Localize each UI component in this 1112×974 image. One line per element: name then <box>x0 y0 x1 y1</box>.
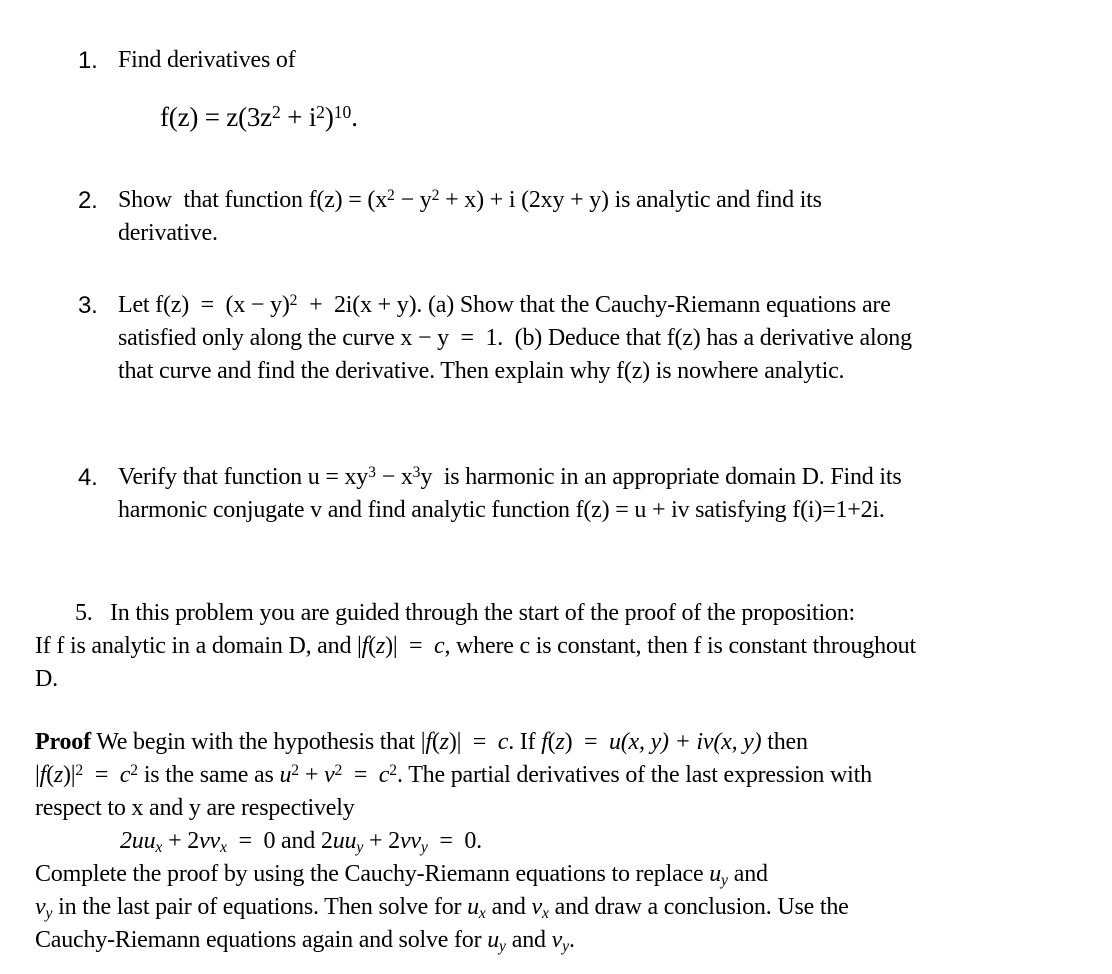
proof-paragraph <box>35 726 872 957</box>
problem-3-number: 3. <box>78 292 98 319</box>
proof-line-7: Cauchy-Riemann equations again and solve for $u_y$ and $v_y$. <box>35 927 575 955</box>
proof-line-3: respect to x and y are respectively <box>35 795 355 821</box>
problem-5-paragraph <box>35 597 916 696</box>
problem-4-number: 4. <box>78 464 98 491</box>
problem-5-line-3: D. <box>35 666 58 692</box>
problem-4-line-1: Verify that function $u = xy^3 - x^3y$ is harmonic in an appropriate domain D. Find its <box>118 463 902 490</box>
problem-4-line-2: harmonic conjugate v and find analytic function f(z) = u + iv satisfying f(i)=1+2i. <box>118 497 885 523</box>
problem-1-line-1: Find derivatives of <box>118 47 296 73</box>
problem-4-body <box>118 461 902 527</box>
problem-1-number: 1. <box>78 47 98 74</box>
proof-equation-line: $2uu_x + 2vv_x = 0$ and $2uu_y + 2vv_y = 0$. <box>120 828 482 856</box>
problem-4 <box>78 461 902 527</box>
problem-3-line-2: satisfied only along the curve x − y = 1. (b) Deduce that f(z) has a derivative along <box>118 325 912 351</box>
problem-3 <box>78 289 912 388</box>
proof-line-6: $v_y$ in the last pair of equations. Then solve for $u_x$ and $v_x$ and draw a conclusion. Use the <box>35 894 849 922</box>
proof-line-2: $|f(z)|^2 = c^2$ is the same as $u^2 + v^2 = c^2$. The partial derivatives of the last expression with <box>35 761 872 788</box>
problem-2-body <box>118 184 822 250</box>
problem-2-number: 2. <box>78 187 98 214</box>
problem-1 <box>78 44 296 77</box>
problem-3-line-3: that curve and find the derivative. Then explain why f(z) is nowhere analytic. <box>118 358 845 384</box>
proof-line-5: Complete the proof by using the Cauchy-Riemann equations to replace $u_y$ and <box>35 861 768 889</box>
problem-1-equation: $f(z) = z(3z^2 + i^2)^{10}$. <box>160 102 358 132</box>
problem-1-body <box>118 44 296 77</box>
problem-3-body <box>118 289 912 388</box>
proof-line-1: Proof We begin with the hypothesis that |f(z)| = c. If f(z) = u(x, y) + iv(x, y) then <box>35 729 808 755</box>
problem-3-line-1: Let $f(z) = (x - y)^2 + 2i(x + y)$. (a) Show that the Cauchy-Riemann equations are <box>118 291 891 318</box>
problem-2 <box>78 184 822 250</box>
problem-5-line-1: 5. In this problem you are guided through the start of the proof of the proposition: <box>75 600 855 626</box>
problem-5-line-2: If f is analytic in a domain D, and |f(z)| = c, where c is constant, then f is constant throughout <box>35 633 916 659</box>
problem-2-line-2: derivative. <box>118 220 218 246</box>
problem-2-line-1: Show that function $f(z) = (x^2 - y^2 + x) + i$ (2xy + y) is analytic and find its <box>118 186 822 213</box>
